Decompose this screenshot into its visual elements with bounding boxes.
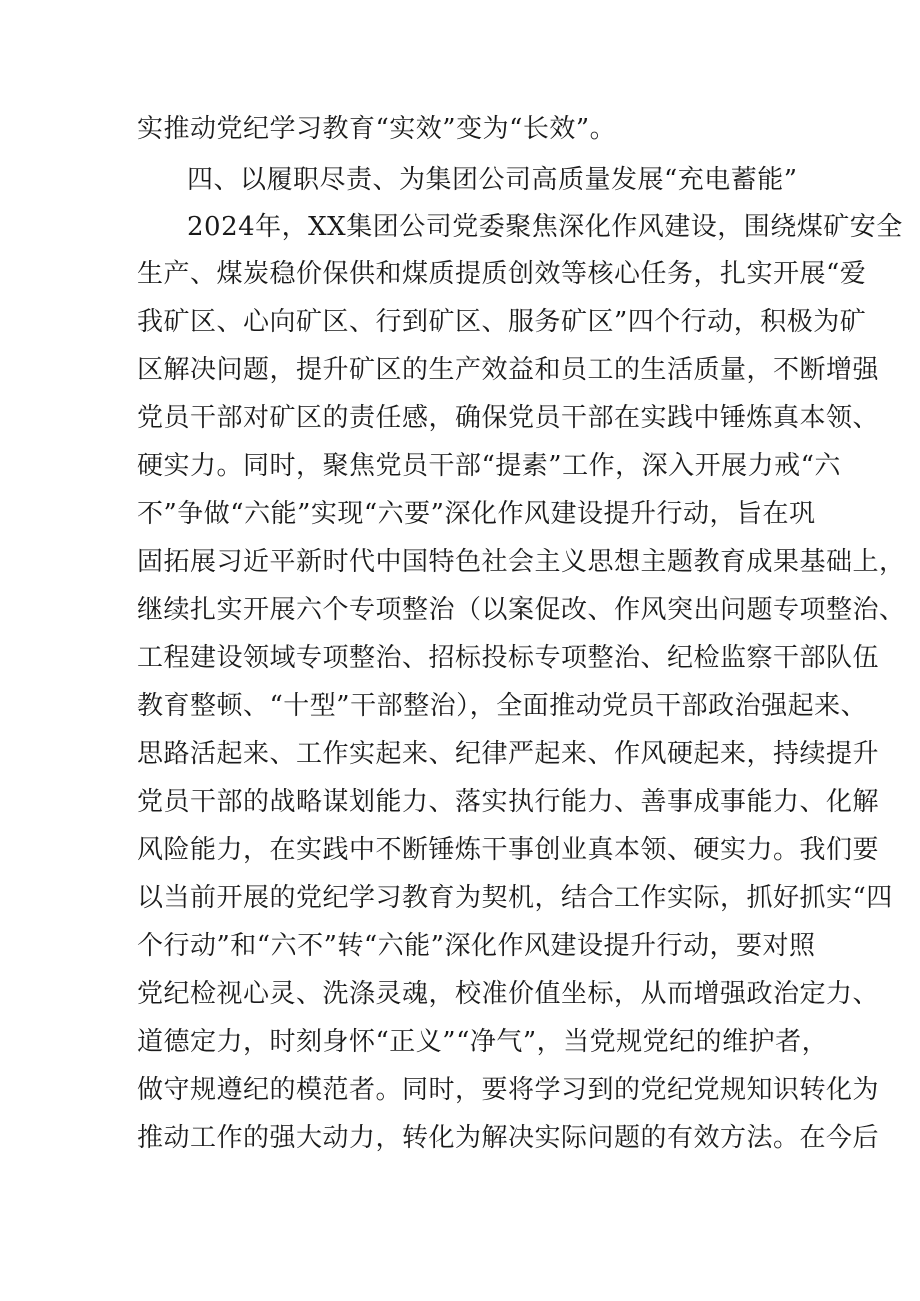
- text-line-13: 教育整顿、“十型”干部整治），全面推动党员干部政治强起来、: [137, 691, 868, 721]
- text-line-12: 工程建设领域专项整治、招标投标专项整治、纪检监察干部队伍: [137, 643, 880, 673]
- text-line-22: 推动工作的强大动力，转化为解决实际问题的有效方法。在今后: [137, 1123, 880, 1153]
- text-line-7: 党员干部对矿区的责任感，确保党员干部在实践中锤炼真本领、: [137, 403, 880, 433]
- text-line-11: 继续扎实开展六个专项整治（以案促改、作风突出问题专项整治、: [137, 595, 906, 625]
- text-line-15: 党员干部的战略谋划能力、落实执行能力、善事成事能力、化解: [137, 787, 880, 817]
- text-line-16: 风险能力，在实践中不断锤炼干事创业真本领、硬实力。我们要: [137, 835, 880, 865]
- text-line-1: 实推动党纪学习教育“实效”变为“长效”。: [137, 114, 617, 144]
- text-line-3: 2024年，XX集团公司党委聚焦深化作风建设，围绕煤矿安全: [187, 212, 903, 242]
- text-line-14: 思路活起来、工作实起来、纪律严起来、作风硬起来，持续提升: [137, 739, 880, 769]
- text-line-9: 不”争做“六能”实现“六要”深化作风建设提升行动，旨在巩: [137, 499, 816, 529]
- text-line-18: 个行动”和“六不”转“六能”深化作风建设提升行动，要对照: [137, 931, 816, 961]
- text-line-6: 区解决问题，提升矿区的生产效益和员工的生活质量，不断增强: [137, 355, 880, 385]
- text-line-10: 固拓展习近平新时代中国特色社会主义思想主题教育成果基础上，: [137, 547, 906, 577]
- text-line-17: 以当前开展的党纪学习教育为契机，结合工作实际，抓好抓实“四: [137, 883, 893, 913]
- text-line-20: 道德定力，时刻身怀“正义”“净气”，当党规党纪的维护者，: [137, 1027, 829, 1057]
- text-line-19: 党纪检视心灵、洗涤灵魂，校准价值坐标，从而增强政治定力、: [137, 979, 880, 1009]
- section-heading: 四、以履职尽责、为集团公司高质量发展“充电蓄能”: [187, 165, 798, 195]
- text-line-21: 做守规遵纪的模范者。同时，要将学习到的党纪党规知识转化为: [137, 1075, 880, 1105]
- text-line-8: 硬实力。同时，聚焦党员干部“提素”工作，深入开展力戒“六: [137, 451, 841, 481]
- text-line-5: 我矿区、心向矿区、行到矿区、服务矿区”四个行动，积极为矿: [137, 307, 867, 337]
- text-line-4: 生产、煤炭稳价保供和煤质提质创效等核心任务，扎实开展“爱: [137, 259, 867, 289]
